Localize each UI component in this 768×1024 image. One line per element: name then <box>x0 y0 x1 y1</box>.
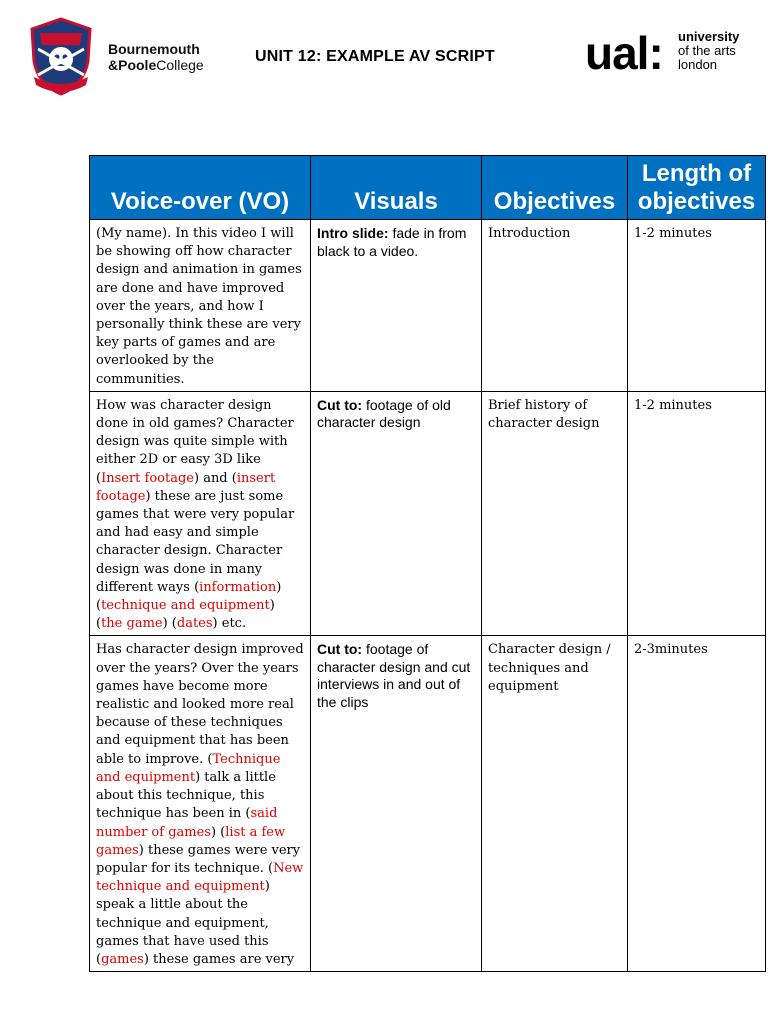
voice-over-cell <box>90 636 311 972</box>
voice-over-text: (My name). In this video I will be showing off how character design and animation in games are done and have improved over the years, and how I personally think these are very key parts of games and are overlooked by the communities. <box>96 226 302 387</box>
voice-over-text: ) ( <box>162 616 177 632</box>
voice-over-text: ) etc. <box>212 616 247 632</box>
voice-over-text: ) ( <box>96 579 282 614</box>
objective-cell: Introduction <box>482 220 628 392</box>
college-name-line1: Bournemouth <box>108 41 200 57</box>
objective-cell: Character design / techniques and equipment <box>482 636 628 972</box>
placeholder-note: Insert footage <box>101 470 194 486</box>
placeholder-note: list a few games <box>96 824 286 858</box>
visual-cue-label: Cut to: <box>317 641 363 658</box>
table-header-row <box>90 156 766 220</box>
document-title: UNIT 12: EXAMPLE AV SCRIPT <box>255 48 495 65</box>
header-voice-over: Voice-over (VO) <box>90 156 311 220</box>
voice-over-text: Has character design improved over the years? Over the years games have become more realistic and looked more real because of these techniques and equipment that has been able to improve. ( <box>96 642 304 767</box>
visual-description: footage of old character design <box>317 396 451 431</box>
voice-over-text: ) ( <box>210 824 226 840</box>
college-name <box>108 41 204 73</box>
college-name-line2-bold: &Poole <box>108 57 157 73</box>
voice-over-cell <box>90 391 311 636</box>
voice-over-text: How was character design done in old games? Character design was quite simple with either 2D or easy 3D like ( <box>96 397 294 486</box>
header-visuals: Visuals <box>311 156 482 220</box>
placeholder-note: games <box>101 951 144 967</box>
placeholder-note: New technique and equipment <box>96 860 304 895</box>
placeholder-note: technique and equipment <box>101 598 270 614</box>
ual-logo-text <box>678 30 739 72</box>
voice-over-cell <box>90 220 311 392</box>
placeholder-note: dates <box>176 616 213 632</box>
placeholder-note: said number of games <box>96 806 278 840</box>
voice-over-text: ) talk a little about this technique, this technique has been in ( <box>96 769 276 822</box>
voice-over-text: ) speak a little about the technique and equipment, games that have used this ( <box>96 879 270 967</box>
college-name-line2-rest: College <box>156 57 204 73</box>
college-crest-logo <box>26 15 96 97</box>
visuals-cell <box>311 220 482 392</box>
length-cell: 1-2 minutes <box>628 220 766 392</box>
ual-logo-line3: london <box>678 57 718 72</box>
av-script-table <box>89 155 766 972</box>
header-length-of-objectives: Length of objectives <box>628 156 766 220</box>
table-row <box>90 391 766 636</box>
visuals-cell <box>311 636 482 972</box>
ual-logo <box>585 22 755 86</box>
visual-description: fade in from black to a video. <box>317 225 467 259</box>
visual-cue-label: Cut to: <box>317 396 363 413</box>
voice-over-text: ) these games were very popular for its technique. ( <box>96 842 301 876</box>
placeholder-note: Technique and equipment <box>96 751 281 785</box>
page-header <box>0 0 768 110</box>
visual-cue-label: Intro slide: <box>317 225 389 241</box>
visual-description: footage of character design and cut interviews in and out of the clips <box>317 641 471 710</box>
voice-over-text: ) ( <box>96 598 275 632</box>
length-cell: 2-3minutes <box>628 636 766 972</box>
header-objectives: Objectives <box>482 156 628 220</box>
voice-over-text: ) these are just some games that were very popular and had easy and simple character design. Character design was done in many different ways ( <box>96 488 295 595</box>
table-row <box>90 636 766 972</box>
objective-cell: Brief history of character design <box>482 391 628 636</box>
placeholder-note: insert footage <box>96 470 276 504</box>
voice-over-text: ) and ( <box>193 470 237 486</box>
visuals-cell <box>311 391 482 636</box>
placeholder-note: information <box>199 579 277 595</box>
placeholder-note: the game <box>101 616 163 632</box>
voice-over-text: ) these games are very <box>143 951 295 967</box>
table-row <box>90 220 766 392</box>
ual-logo-line2: of the arts <box>678 43 736 58</box>
ual-logo-line1: university <box>678 29 740 44</box>
length-cell: 1-2 minutes <box>628 391 766 636</box>
ual-logo-mark: ual: <box>585 27 663 79</box>
